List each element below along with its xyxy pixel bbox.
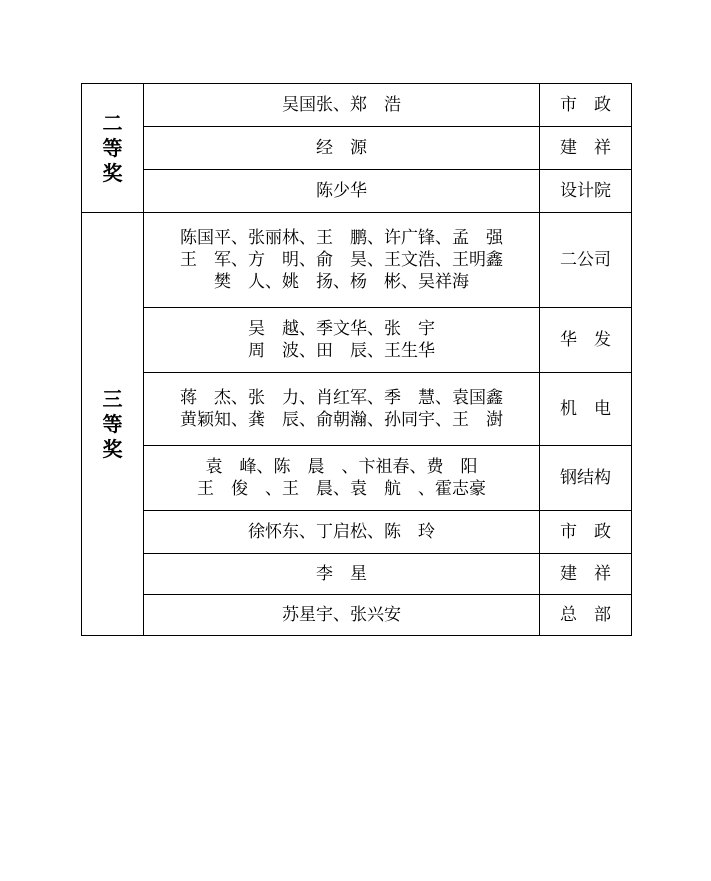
unit-cell: 市 政: [540, 84, 632, 127]
category-label: 二等奖: [102, 110, 123, 185]
names-cell: [144, 595, 540, 636]
name-line: 王 俊 、王 晨、袁 航 、霍志豪: [197, 479, 486, 499]
unit-cell: 钢结构: [540, 446, 632, 511]
unit-cell: 二公司: [540, 213, 632, 308]
table-row: [82, 446, 632, 511]
names-cell: [144, 170, 540, 213]
name-line: 王 军、方 明、俞 昊、王文浩、王明鑫: [180, 250, 503, 270]
award-table: [81, 83, 632, 636]
names-cell: [144, 511, 540, 554]
name-line: 黄颖知、龚 辰、俞朝瀚、孙同宇、王 澍: [180, 410, 503, 430]
names-cell: [144, 446, 540, 511]
unit-cell: 建 祥: [540, 554, 632, 595]
category-cell-second-prize: [82, 84, 144, 213]
name-line: 陈国平、张丽林、王 鹏、许广锋、孟 强: [180, 228, 503, 248]
unit-cell: 市 政: [540, 511, 632, 554]
name-line: 袁 峰、陈 晨 、卞祖春、费 阳: [205, 457, 478, 477]
names-cell: [144, 373, 540, 446]
unit-cell: 机 电: [540, 373, 632, 446]
category-label: 三等奖: [102, 386, 123, 461]
name-line: 蒋 杰、张 力、肖红军、季 慧、袁国鑫: [180, 388, 503, 408]
table-row: [82, 373, 632, 446]
names-cell: [144, 554, 540, 595]
name-line: 苏星宇、张兴安: [282, 605, 401, 625]
table-row: [82, 308, 632, 373]
names-cell: [144, 308, 540, 373]
names-cell: [144, 213, 540, 308]
table-row: [82, 213, 632, 308]
category-cell-third-prize: [82, 213, 144, 636]
table-row: [82, 127, 632, 170]
names-cell: [144, 127, 540, 170]
name-line: 徐怀东、丁启松、陈 玲: [248, 522, 435, 542]
names-cell: [144, 84, 540, 127]
table-row: [82, 511, 632, 554]
name-line: 陈少华: [316, 181, 367, 201]
unit-cell: 华 发: [540, 308, 632, 373]
table-row: [82, 554, 632, 595]
table-row: [82, 595, 632, 636]
unit-cell: 建 祥: [540, 127, 632, 170]
table-row: [82, 84, 632, 127]
name-line: 樊 人、姚 扬、杨 彬、吴祥海: [214, 272, 469, 292]
name-line: 吴国张、郑 浩: [282, 95, 401, 115]
unit-cell: 总 部: [540, 595, 632, 636]
name-line: 李 星: [316, 564, 367, 584]
name-line: 吴 越、季文华、张 宇: [248, 319, 435, 339]
unit-cell: 设计院: [540, 170, 632, 213]
name-line: 经 源: [316, 138, 367, 158]
name-line: 周 波、田 辰、王生华: [248, 341, 435, 361]
table-row: [82, 170, 632, 213]
